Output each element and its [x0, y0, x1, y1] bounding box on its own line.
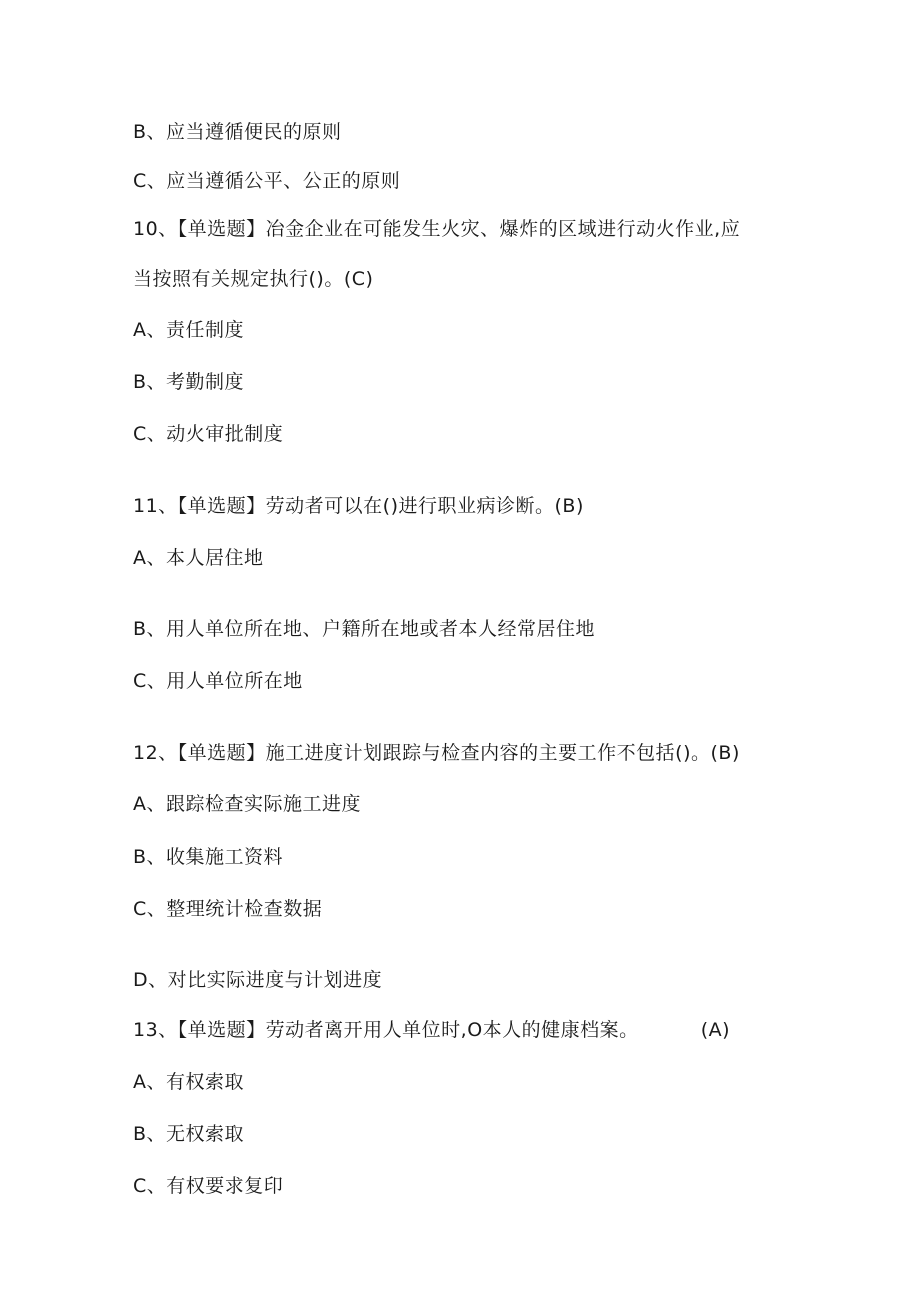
- question-13-option-b: B、无权索取: [133, 1123, 245, 1145]
- question-12-option-d: D、对比实际进度与计划进度: [133, 969, 383, 991]
- question-12-line1: 12、【单选题】施工进度计划跟踪与检查内容的主要工作不包括()。(B): [133, 742, 740, 764]
- question-12-option-b: B、收集施工资料: [133, 846, 284, 868]
- question-12-option-c: C、整理统计检查数据: [133, 898, 323, 920]
- question-11-line1: 11、【单选题】劳动者可以在()进行职业病诊断。(B): [133, 495, 584, 517]
- question-13-line1: [133, 1016, 730, 1044]
- question-11-option-a: A、本人居住地: [133, 547, 264, 569]
- question-13-answer: (A): [700, 1019, 731, 1041]
- question-13-option-c: C、有权要求复印: [133, 1175, 284, 1197]
- option-c-prev: C、应当遵循公平、公正的原则: [133, 170, 401, 192]
- question-13-option-a: A、有权索取: [133, 1071, 244, 1093]
- question-10-option-b: B、考勤制度: [133, 371, 245, 393]
- question-11-option-b: B、用人单位所在地、户籍所在地或者本人经常居住地: [133, 618, 596, 640]
- question-10-line2: 当按照有关规定执行()。(C): [133, 268, 374, 290]
- question-10-option-a: A、责任制度: [133, 319, 244, 341]
- question-13-text: 13、【单选题】劳动者离开用人单位时,O本人的健康档案。: [133, 1019, 639, 1041]
- question-10-line1: 10、【单选题】冶金企业在可能发生火灾、爆炸的区域进行动火作业,应: [133, 218, 741, 240]
- question-12-option-a: A、跟踪检查实际施工进度: [133, 793, 361, 815]
- question-11-option-c: C、用人单位所在地: [133, 670, 303, 692]
- question-10-option-c: C、动火审批制度: [133, 423, 284, 445]
- option-b-prev: B、应当遵循便民的原则: [133, 121, 342, 143]
